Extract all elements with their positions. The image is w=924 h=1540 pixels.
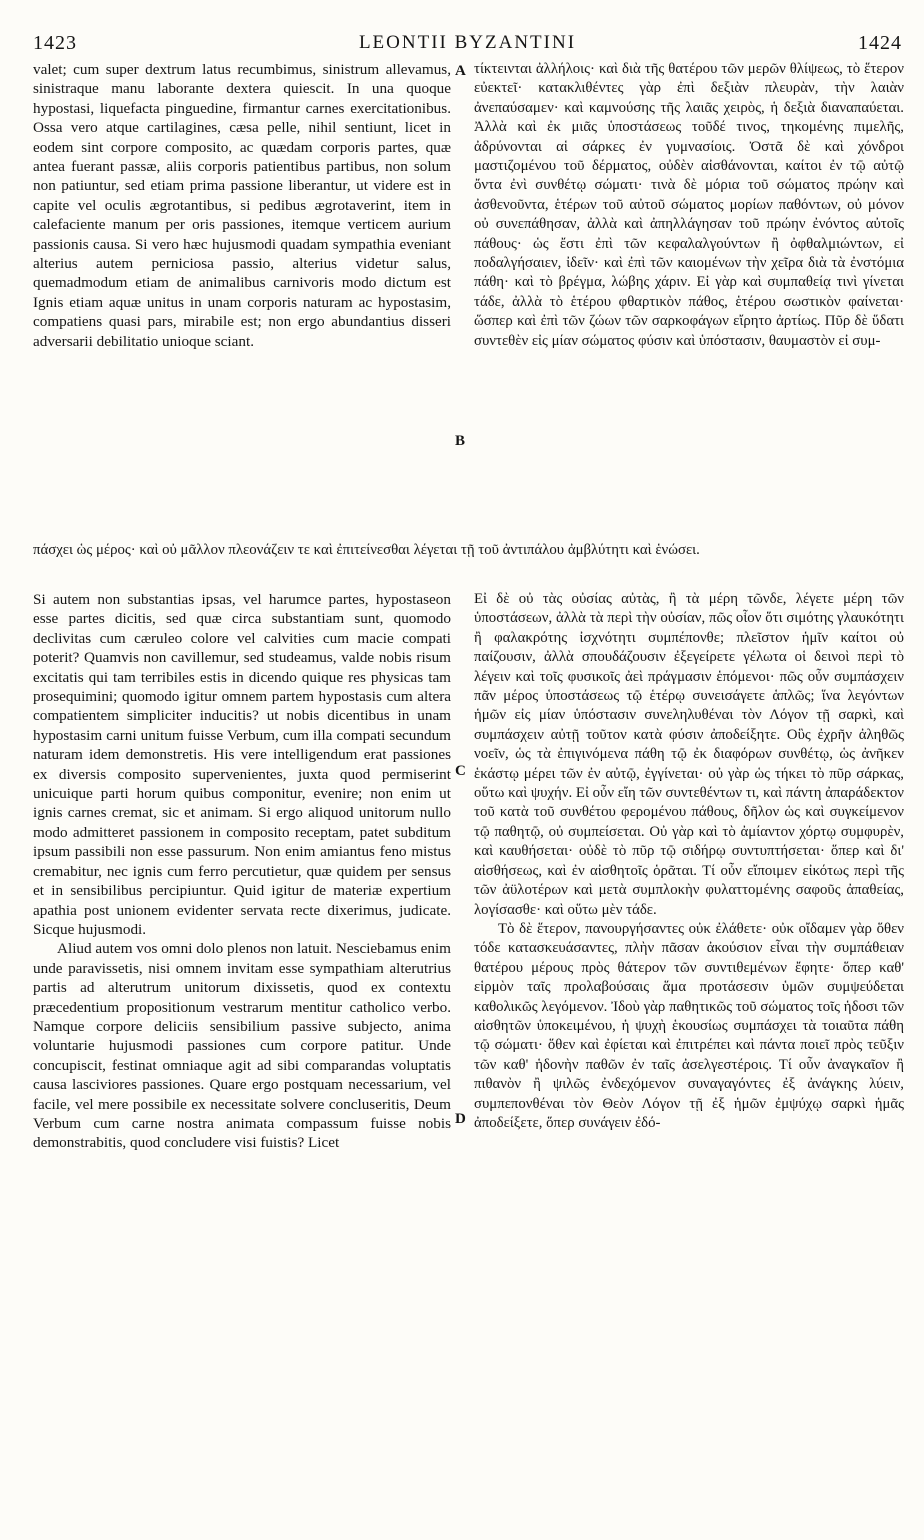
- greek-column-bottom: [474, 590, 904, 1133]
- margin-letter-d: D: [455, 1111, 466, 1127]
- latin-column-top: [33, 60, 451, 351]
- margin-letter-b: B: [455, 433, 466, 449]
- running-title: LEONTII BYZANTINI: [358, 32, 577, 53]
- greek-full-width-continuation: πάσχει ὡς μέρος· καὶ οὐ μᾶλλον πλεονάζειν τε καὶ ἐπιτείνεσθαι λέγεται τῇ τοῦ ἀντιπάλου ἀμβλύτητι καὶ ἑνώσει.: [33, 542, 700, 558]
- right-page-number: 1424: [858, 31, 902, 54]
- latin-column-bottom: [33, 590, 451, 1153]
- margin-letter-c: C: [455, 763, 466, 779]
- running-header: [33, 30, 902, 56]
- greek-paragraph: Τὸ δὲ ἕτερον, πανουργήσαντες οὐκ ἐλάθετε· οὐκ οἴδαμεν γὰρ ὅθεν τόδε κατασκευάσαντες, πλὴν πᾶσαν ἀκούσιον εἶναι τὴν συμπάθειαν θατέρου μέρους πρὸς θάτερον τῶν συντιθεμένων ἔφητε· ὅπερ καθ' εἱρμὸν ταῖς προλαβούσαις ἅμα προτάσεσιν ὑμῶν συμψεύδεται καθολικῶς λεγόμενον. Ἰδοὺ γὰρ παθητικῶς τοῦ σώματος τοῖς ἡδοσι τῶν αἰσθητῶν ὑποκειμένου, ἡ ψυχὴ ἑκουσίως συμπάσχει τὰ τοιαῦτα πάθη τῷ σώματι· ὅθεν καὶ ἐφίεται καὶ ἐπιτρέπει καὶ πάντα ποιεῖ πρὸς τεῦξιν τῶν καθ' ἡδονὴν παθῶν ἐν ταῖς ἀσελγεστέροις. Τί οὖν ἀναγκαῖον ἢ πιθανὸν ἢ ψιλῶς ἐνδεχόμενον συναγαγόντες ἐξ ἀνάγκης λύειν, συμπεπονθέναι τὸν Θεὸν Λόγον τῇ ἐξ ἡμῶν ἐμψύχῳ σαρκὶ ἡμᾶς ἀποδείξετε, ὅπερ συνάγειν ἐδό-: [474, 920, 904, 1131]
- latin-paragraph: Si autem non substantias ipsas, vel harumce partes, hypostaseon esse partes dicitis, sed quæ circa substantiam sunt, quomodo declivitas cum cæruleo colore vel calvities cum macie compati poterit? Quamvis non cavillemur, sed studeamus, valde nobis risum excitatis qui tam terribiles estis in dicendo quique res physicas tam prosequimini; quomodo igitur omnem partem hypostasis cum altera compatientem simpliciter inducitis? ut nobis dicentibus in unam hypostasim carni unitum fuisse Verbum, cum illa compati secundum naturam idem demonstretis. His vere intelligendum erat passiones ex diversis composito supervenientes, juxta quod permiserint unicuique parti horum quibus componitur, evenire; non enim ut ignis carnes cremat, sic et animam. Si ergo aliquod unitorum nullo modo admitteret passionem in composito receptam, patet subditum ipsum passibili non esse passurum. Non enim amiantus feno mistus cremabitur, nec ignis cum ferro percutietur, quæ quidem per sensus et in sensibilibus percipiuntur. Quid igitur de materiæ expertium apathia post unionem evidenter servata recte dixerimus, judicate. Sicque hujusmodi.: [33, 591, 451, 938]
- left-page-number: 1423: [33, 31, 77, 54]
- greek-paragraph: τίκτεινται ἀλλήλοις· καὶ διὰ τῆς θατέρου τῶν μερῶν θλίψεως, τὸ ἕτερον εὐεκτεῖ· κατακλιθέντες γὰρ ἐπὶ δεξιὰν πλευρὰν, τὴν λαιὰν ἀνεπαύσαμεν· καὶ καμνούσης τῆς λαιᾶς χειρὸς, ἡ δεξιὰ διαναπαύεται. Ἀλλὰ καὶ ἐκ μιᾶς ὑποστάσεως τοῦδέ τινος, τηκομένης πιμελῆς, ἀδρύνονται αἱ σάρκες ἐν γυμνασίοις. Ὀστᾶ δὲ καὶ χόνδροι μαστιζομένου τοῦ δέρματος, οὐδὲν αἰσθάνονται, καίτοι ἐν τῷ αὐτῷ ὄντα ἐνὶ συνθέτῳ σώματι· τινὰ δὲ μόρια τοῦ σώματος πρώην καὶ ἀσθενοῦντα, ἑτέρων τοῦ αὐτοῦ σώματος μορίων παθόντων, οὐ μόνον οὐ συνεπάθησαν, ἀλλὰ καὶ ἀπηλλάγησαν τοῦ πρώην ἐνόντος αὐτοῖς πάθους· ὡς ἔστι ἐπὶ τῶν κεφαλαλγούντων ἢ ὀφθαλμιώντων, εἰ ποδαλγήσαιεν, ἰδεῖν· καὶ ἐπὶ τῶν καιομένων τὴν χεῖρα διὰ τὰ ἐνστόμια πάθη· καὶ τὸ βρέγμα, λώβης χάριν. Εἰ γὰρ καὶ συμπαθείᾳ τινὶ γίνεται τάδε, ἀλλὰ τὸ ἑτέρου φθαρτικὸν πάθος, ἑτέρου σωστικὸν φαίνεται· ὥσπερ καὶ ἐπὶ τῶν ζώων τῶν σαρκοφάγων εἴρητο ἀρτίως. Πῦρ δὲ ὕδατι συντεθὲν εἰς μίαν σώματος φύσιν καὶ ὑπόστασιν, θαυμαστὸν εἰ συμ-: [474, 61, 904, 349]
- margin-letter-a: A: [455, 63, 466, 79]
- latin-paragraph: valet; cum super dextrum latus recumbimus, sinistrum allevamus, sinistraque manu laborante dextera quiescit. In una quoque hypostasi, liquefacta pinguedine, firmantur carnes exercitationibus. Ossa vero atque cartilagines, cæsa pelle, nihil sentiunt, licet in eodem sint corpore composito, ac quædam corporis partes, quæ antea fuerant passæ, aliis corporis patientibus partibus, non solum non patiuntur, sed etiam prima passione liberantur, ut videre est in capite vel oculis ægrotantibus, si pedibus ægrotaverint, item in calefaciente manum per oris passiones, itemque verticem aurium passionis causa. Si vero hæc hujusmodi quadam sympathia eveniant alterius autem perniciosa passio, alterius videtur salus, quemadmodum etiam de animalibus carnivoris modo dictum est Ignis etiam aquæ unitus in unam corporis naturam ac hypostasim, compatiens quasi pars, mirabile est; non ergo abundantius disseri adversarii debilitatio unioque sciant.: [33, 61, 451, 350]
- latin-paragraph: Aliud autem vos omni dolo plenos non latuit. Nesciebamus enim unde paravissetis, nisi omnem invitam esse sympathiam alterutrius partis ad alterutrum unitorum dixissetis, quod ex contextu præcedentium propositionum vestrarum mentitur catholico verbo. Namque corpore deliciis sensibilium passive subjecto, anima voluntarie hujusmodi passiones cum corpore patitur. Unde concupiscit, festinat omniaque agit ad sibi comparandas voluptatis causa lasciviores passiones. Quare ergo postquam necessarium, vel facile, vel mere possibile ex necessitate solvere concluseritis, Deum Verbum cum carne nostra animata compassum fuisse nobis demonstrabitis, quod concludere visi fuistis? Licet: [33, 940, 451, 1152]
- greek-paragraph: Εἰ δὲ οὐ τὰς οὐσίας αὐτὰς, ἢ τὰ μέρη τῶνδε, λέγετε μέρη τῶν ὑποστάσεων, ἀλλὰ τὰ περὶ τὴν οὐσίαν, πῶς οἷον ὅτι σιμότης γλαυκότητι ἢ φαλακρότης ἰσχνότητι συμπέπονθε; πλεῖστον ἡμῖν καίτοι οὐ παίζουσιν, ἀλλὰ σπουδάζουσιν ἐξεγείρετε γέλωτα οἱ δεινοὶ περὶ τὸ λέγειν καὶ τοῖς φυσικοῖς ἀεὶ πράγμασιν ἑπόμενοι· πῶς οὖν συμπάσχειν πᾶν μέρος ὑποστάσεως τῷ ἑτέρῳ συνεισάγετε ἁπλῶς; ἵνα λεγόντων ἡμῶν εἰς μίαν ὑπόστασιν συνεληλυθέναι τὸν Λόγον τῇ σαρκὶ, καὶ συμπάσχειν αὐτῇ τοῦτον κατὰ φύσιν ἀποδείξητε. Οὓς ἐχρῆν ἀληθῶς νοεῖν, ὡς τὰ ἐπιγινόμενα πάθη τῷ ἐκ διαφόρων συνθέτῳ, ὡς ἀνῆκεν ἑκάστῳ μέρει τῶν ἐν αὐτῷ, ἐγγίνεται· οὐ γὰρ ὡς τήκει τὸ πῦρ σάρκας, οὕτω καὶ ψυχήν. Εἰ οὖν εἴη τῶν συντεθέντων τι, καὶ πάντη ἀπαράδεκτον τοῦ κατὰ τοῦ συνθέτου φερομένου πάθους, δῆλον ὡς καὶ συγκείμενον τῷ παθητῷ, οὐ συμπείσεται. Οὐ γὰρ καὶ τὸ ἀμίαντον χόρτῳ συμφυρὲν, καὶ καυθήσεται· οὐδὲ τὸ πῦρ τῷ σιδήρῳ συντυπτήσεται· ὅπερ καὶ δι' αἰσθήσεως, καὶ ἐν αἰσθητοῖς ὁρᾶται. Τί οὖν εἴποιμεν εἰκότως περὶ τῆς τῶν ἀϋλοτέρων καὶ μετὰ συμπλοκὴν φυλαττομένης σαφοῦς ἀπαθείας, λογίσασθε· καὶ οὕτω μὲν τάδε.: [474, 591, 904, 918]
- greek-column-top: [474, 60, 904, 351]
